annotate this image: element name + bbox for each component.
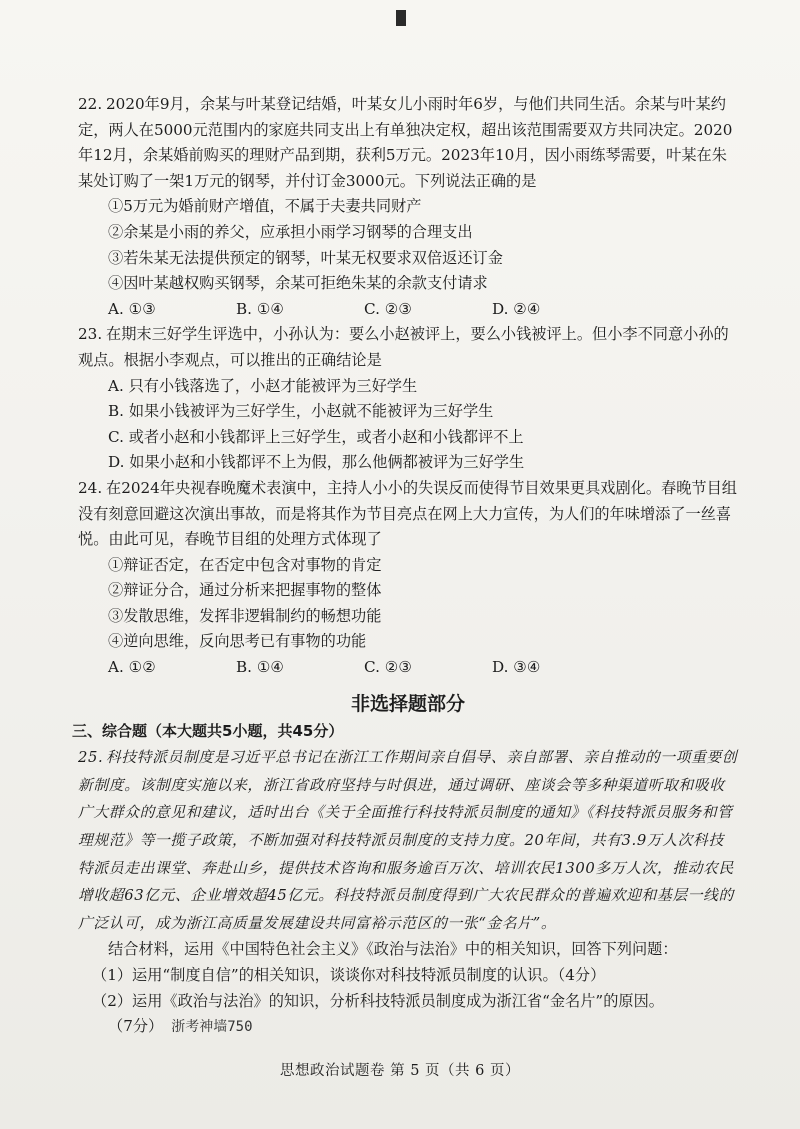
section-heading: 三、综合题（本大题共5小题，共45分） <box>72 721 344 740</box>
choice-b: B. 如果小钱被评为三好学生，小赵就不能被评为三好学生 <box>108 402 494 421</box>
choice-c: C. ②③ <box>364 299 412 318</box>
sub-question-2-score-line <box>78 1014 738 1041</box>
choice-b: B. ①④ <box>236 658 285 677</box>
question-25-material <box>78 744 738 937</box>
section-title: 非选择题部分 <box>350 692 465 715</box>
option-statement: ②辩证分合，通过分析来把握事物的整体 <box>108 581 382 600</box>
question-stem: 2020年9月，余某与叶某登记结婚，叶某女儿小雨时年6岁，与他们共同生活。余某与叶某约定，两人在5000元范围内的家庭共同支出上有单独决定权，超出该范围需要双方共同决定。2020年12月，余某婚前购买的理财产品到期，获利5万元。2023年10月，因小雨练琴需要，叶某在朱某处订购了一架1万元的钢琴，并付订金3000元。下列说法正确的是 <box>78 95 733 190</box>
sub-question-2: （2）运用《政治与法治》的知识，分析科技特派员制度成为浙江省“金名片”的原因。 <box>92 991 664 1010</box>
binding-mark <box>396 10 406 26</box>
option-statement: ④因叶某越权购买钢琴，余某可拒绝朱某的余款支付请求 <box>108 274 488 293</box>
choice-d: D. ③④ <box>492 658 541 677</box>
question-number: 24. <box>78 478 103 497</box>
page-footer: 思想政治试题卷 第 5 页（共 6 页） <box>280 1063 520 1079</box>
question-22 <box>78 92 738 194</box>
choice-d: D. ②④ <box>492 299 541 318</box>
option-statement: ①辩证否定，在否定中包含对事物的肯定 <box>108 555 382 574</box>
option-statement: ④逆向思维，反向思考已有事物的功能 <box>108 632 367 651</box>
material-text: 科技特派员制度是习近平总书记在浙江工作期间亲自倡导、亲自部署、亲自推动的一项重要创新制度。该制度实施以来，浙江省政府坚持与时俱进，通过调研、座谈会等多种渠道听取和吸收广大群众的意见和建议，适时出台《关于全面推行科技特派员制度的通知》《科技特派员服务和管理规范》等一揽子政策，不断加强对科技特派员制度的支持力度。20年间，共有3.9万人次科技特派员走出课堂、奔赴山乡，提供技术咨询和服务逾百万次、培训农民1300多万人次，推动农民增收超63亿元、企业增效超45亿元。科技特派员制度得到广大农民群众的普遍欢迎和基层一线的广泛认可，成为浙江高质量发展建设共同富裕示范区的一张“金名片”。 <box>78 749 738 932</box>
option-statement: ②余某是小雨的养父，应承担小雨学习钢琴的合理支出 <box>108 222 473 241</box>
question-number: 22. <box>78 95 103 113</box>
option-statement: ③发散思维，发挥非逻辑制约的畅想功能 <box>108 606 382 625</box>
choice-c: C. ②③ <box>364 658 412 677</box>
choice-a: A. 只有小钱落选了，小赵才能被评为三好学生 <box>108 376 418 395</box>
question-stem: 在期末三好学生评选中，小孙认为：要么小赵被评上，要么小钱被评上。但小李不同意小孙的观点。根据小李观点，可以推出的正确结论是 <box>78 325 729 369</box>
question-number: 23. <box>78 325 103 344</box>
score-label: （7分） <box>108 1017 164 1036</box>
choice-b: B. ①④ <box>236 299 285 318</box>
question-23 <box>78 322 738 373</box>
answer-choices <box>78 297 738 323</box>
question-stem: 在2024年央视春晚魔术表演中，主持人小小的失误反而使得节目效果更具戏剧化。春晚节目组没有刻意回避这次演出事故，而是将其作为节目亮点在网上大力宣传，为人们的年味增添了一丝喜悦。由此可见，春晚节目组的处理方式体现了 <box>78 478 737 549</box>
choice-c: C. 或者小赵和小钱都评上三好学生，或者小赵和小钱都评不上 <box>108 427 524 446</box>
question-number: 25. <box>78 749 104 767</box>
answer-choices <box>78 655 738 681</box>
handwritten-note: 浙考神墙750 <box>171 1019 253 1036</box>
question-24 <box>78 476 738 553</box>
option-statement: ③若朱某无法提供预定的钢琴，叶某无权要求双倍返还订金 <box>108 248 503 267</box>
page-content <box>72 92 738 1041</box>
choice-d: D. 如果小赵和小钱都评不上为假，那么他俩都被评为三好学生 <box>108 453 525 472</box>
choice-a: A. ①③ <box>108 299 156 318</box>
sub-question-1: （1）运用“制度自信”的相关知识，谈谈你对科技特派员制度的认识。（4分） <box>92 966 606 984</box>
option-statement: ①5万元为婚前财产增值，不属于夫妻共同财产 <box>108 197 422 216</box>
question-instruction: 结合材料，运用《中国特色社会主义》《政治与法治》中的相关知识，回答下列问题： <box>108 940 678 959</box>
choice-a: A. ①② <box>108 658 156 677</box>
